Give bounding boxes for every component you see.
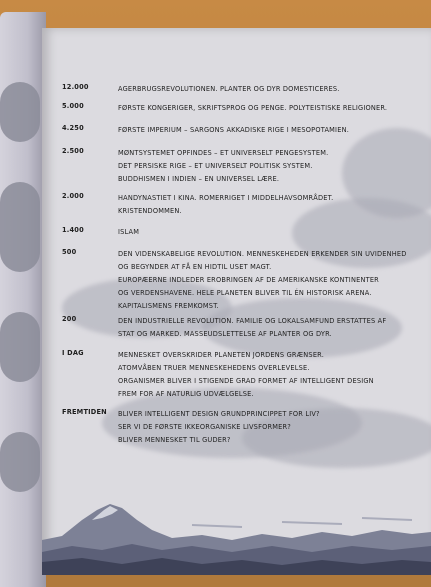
timeline-description <box>118 83 414 96</box>
timeline-line: OG VERDENSHAVENE. HELE PLANETEN BLIVER TIL ÉN HISTORISK ARENA. <box>118 289 372 297</box>
timeline-description <box>118 349 414 401</box>
timeline-year: 5.000 <box>62 102 84 110</box>
timeline-line: MENNESKET OVERSKRIDER PLANETEN JORDENS GRÆNSER. <box>118 351 325 359</box>
cloud-illustration <box>0 182 40 272</box>
timeline-line: MØNTSYSTEMET OPFINDES – ET UNIVERSELT PENGESYSTEM. <box>118 149 329 157</box>
mountain-illustration <box>42 480 431 575</box>
cloud-streaks <box>192 518 412 527</box>
timeline-line: AGERBRUGSREVOLUTIONEN. PLANTER OG DYR DOMESTICERES. <box>118 85 340 93</box>
timeline-description <box>118 192 414 218</box>
timeline-line: KRISTENDOMMEN. <box>118 207 182 215</box>
timeline-line: EUROPÆERNE INDLEDER EROBRINGEN AF DE AMERIKANSKE KONTINENTER <box>118 276 379 284</box>
timeline-line: BUDDHISMEN I INDIEN – EN UNIVERSEL LÆRE. <box>118 175 280 183</box>
timeline-line: STAT OG MARKED. MASSEUDSLETTELSE AF PLANTER OG DYR. <box>118 330 332 338</box>
timeline-year: 200 <box>62 315 77 323</box>
timeline-year: 500 <box>62 248 77 256</box>
timeline-year: FREMTIDEN <box>62 408 107 416</box>
timeline-line: BLIVER INTELLIGENT DESIGN GRUNDPRINCIPPET FOR LIV? <box>118 410 320 418</box>
timeline-description <box>118 124 414 137</box>
book-page <box>42 28 431 575</box>
timeline-description <box>118 102 414 115</box>
timeline-description <box>118 408 414 447</box>
timeline-line: FØRSTE IMPERIUM – SARGONS AKKADISKE RIGE I MESOPOTAMIEN. <box>118 126 349 134</box>
timeline-description <box>118 315 414 341</box>
timeline-line: OG BEGYNDER AT FÅ EN HIDTIL USET MAGT. <box>118 263 272 271</box>
timeline-year: 12.000 <box>62 83 89 91</box>
timeline-line: ATOMVÅBEN TRUER MENNESKEHEDENS OVERLEVELSE. <box>118 364 310 372</box>
timeline-line: SER VI DE FØRSTE IKKEORGANISKE LIVSFORMER? <box>118 423 291 431</box>
timeline-line: DET PERSISKE RIGE – ET UNIVERSELT POLITISK SYSTEM. <box>118 162 313 170</box>
cloud-illustration <box>0 312 40 382</box>
timeline-line: KAPITALISMENS FREMKOMST. <box>118 302 219 310</box>
timeline-year: 2.000 <box>62 192 84 200</box>
timeline-line: HANDYNASTIET I KINA. ROMERRIGET I MIDDELHAVSOMRÅDET. <box>118 194 334 202</box>
timeline-year: 4.250 <box>62 124 84 132</box>
timeline-line: DEN INDUSTRIELLE REVOLUTION. FAMILIE OG LOKALSAMFUND ERSTATTES AF <box>118 317 387 325</box>
timeline-year: 2.500 <box>62 147 84 155</box>
timeline-line: ISLAM <box>118 228 140 236</box>
timeline-description <box>118 226 414 239</box>
timeline-line: FREM FOR AF NATURLIG UDVÆLGELSE. <box>118 390 254 398</box>
timeline-year: 1.400 <box>62 226 84 234</box>
timeline-description <box>118 147 414 186</box>
timeline-line: ORGANISMER BLIVER I STIGENDE GRAD FORMET AF INTELLIGENT DESIGN <box>118 377 374 385</box>
timeline-line: DEN VIDENSKABELIGE REVOLUTION. MENNESKEHEDEN ERKENDER SIN UVIDENHED <box>118 250 407 258</box>
left-page-edge <box>0 12 46 587</box>
timeline-description <box>118 248 414 313</box>
timeline-line: BLIVER MENNESKET TIL GUDER? <box>118 436 231 444</box>
cloud-illustration <box>0 82 40 142</box>
cloud-illustration <box>0 432 40 492</box>
timeline-line: FØRSTE KONGERIGER, SKRIFTSPROG OG PENGE. POLYTEISTISKE RELIGIONER. <box>118 104 388 112</box>
timeline-year: I DAG <box>62 349 84 357</box>
